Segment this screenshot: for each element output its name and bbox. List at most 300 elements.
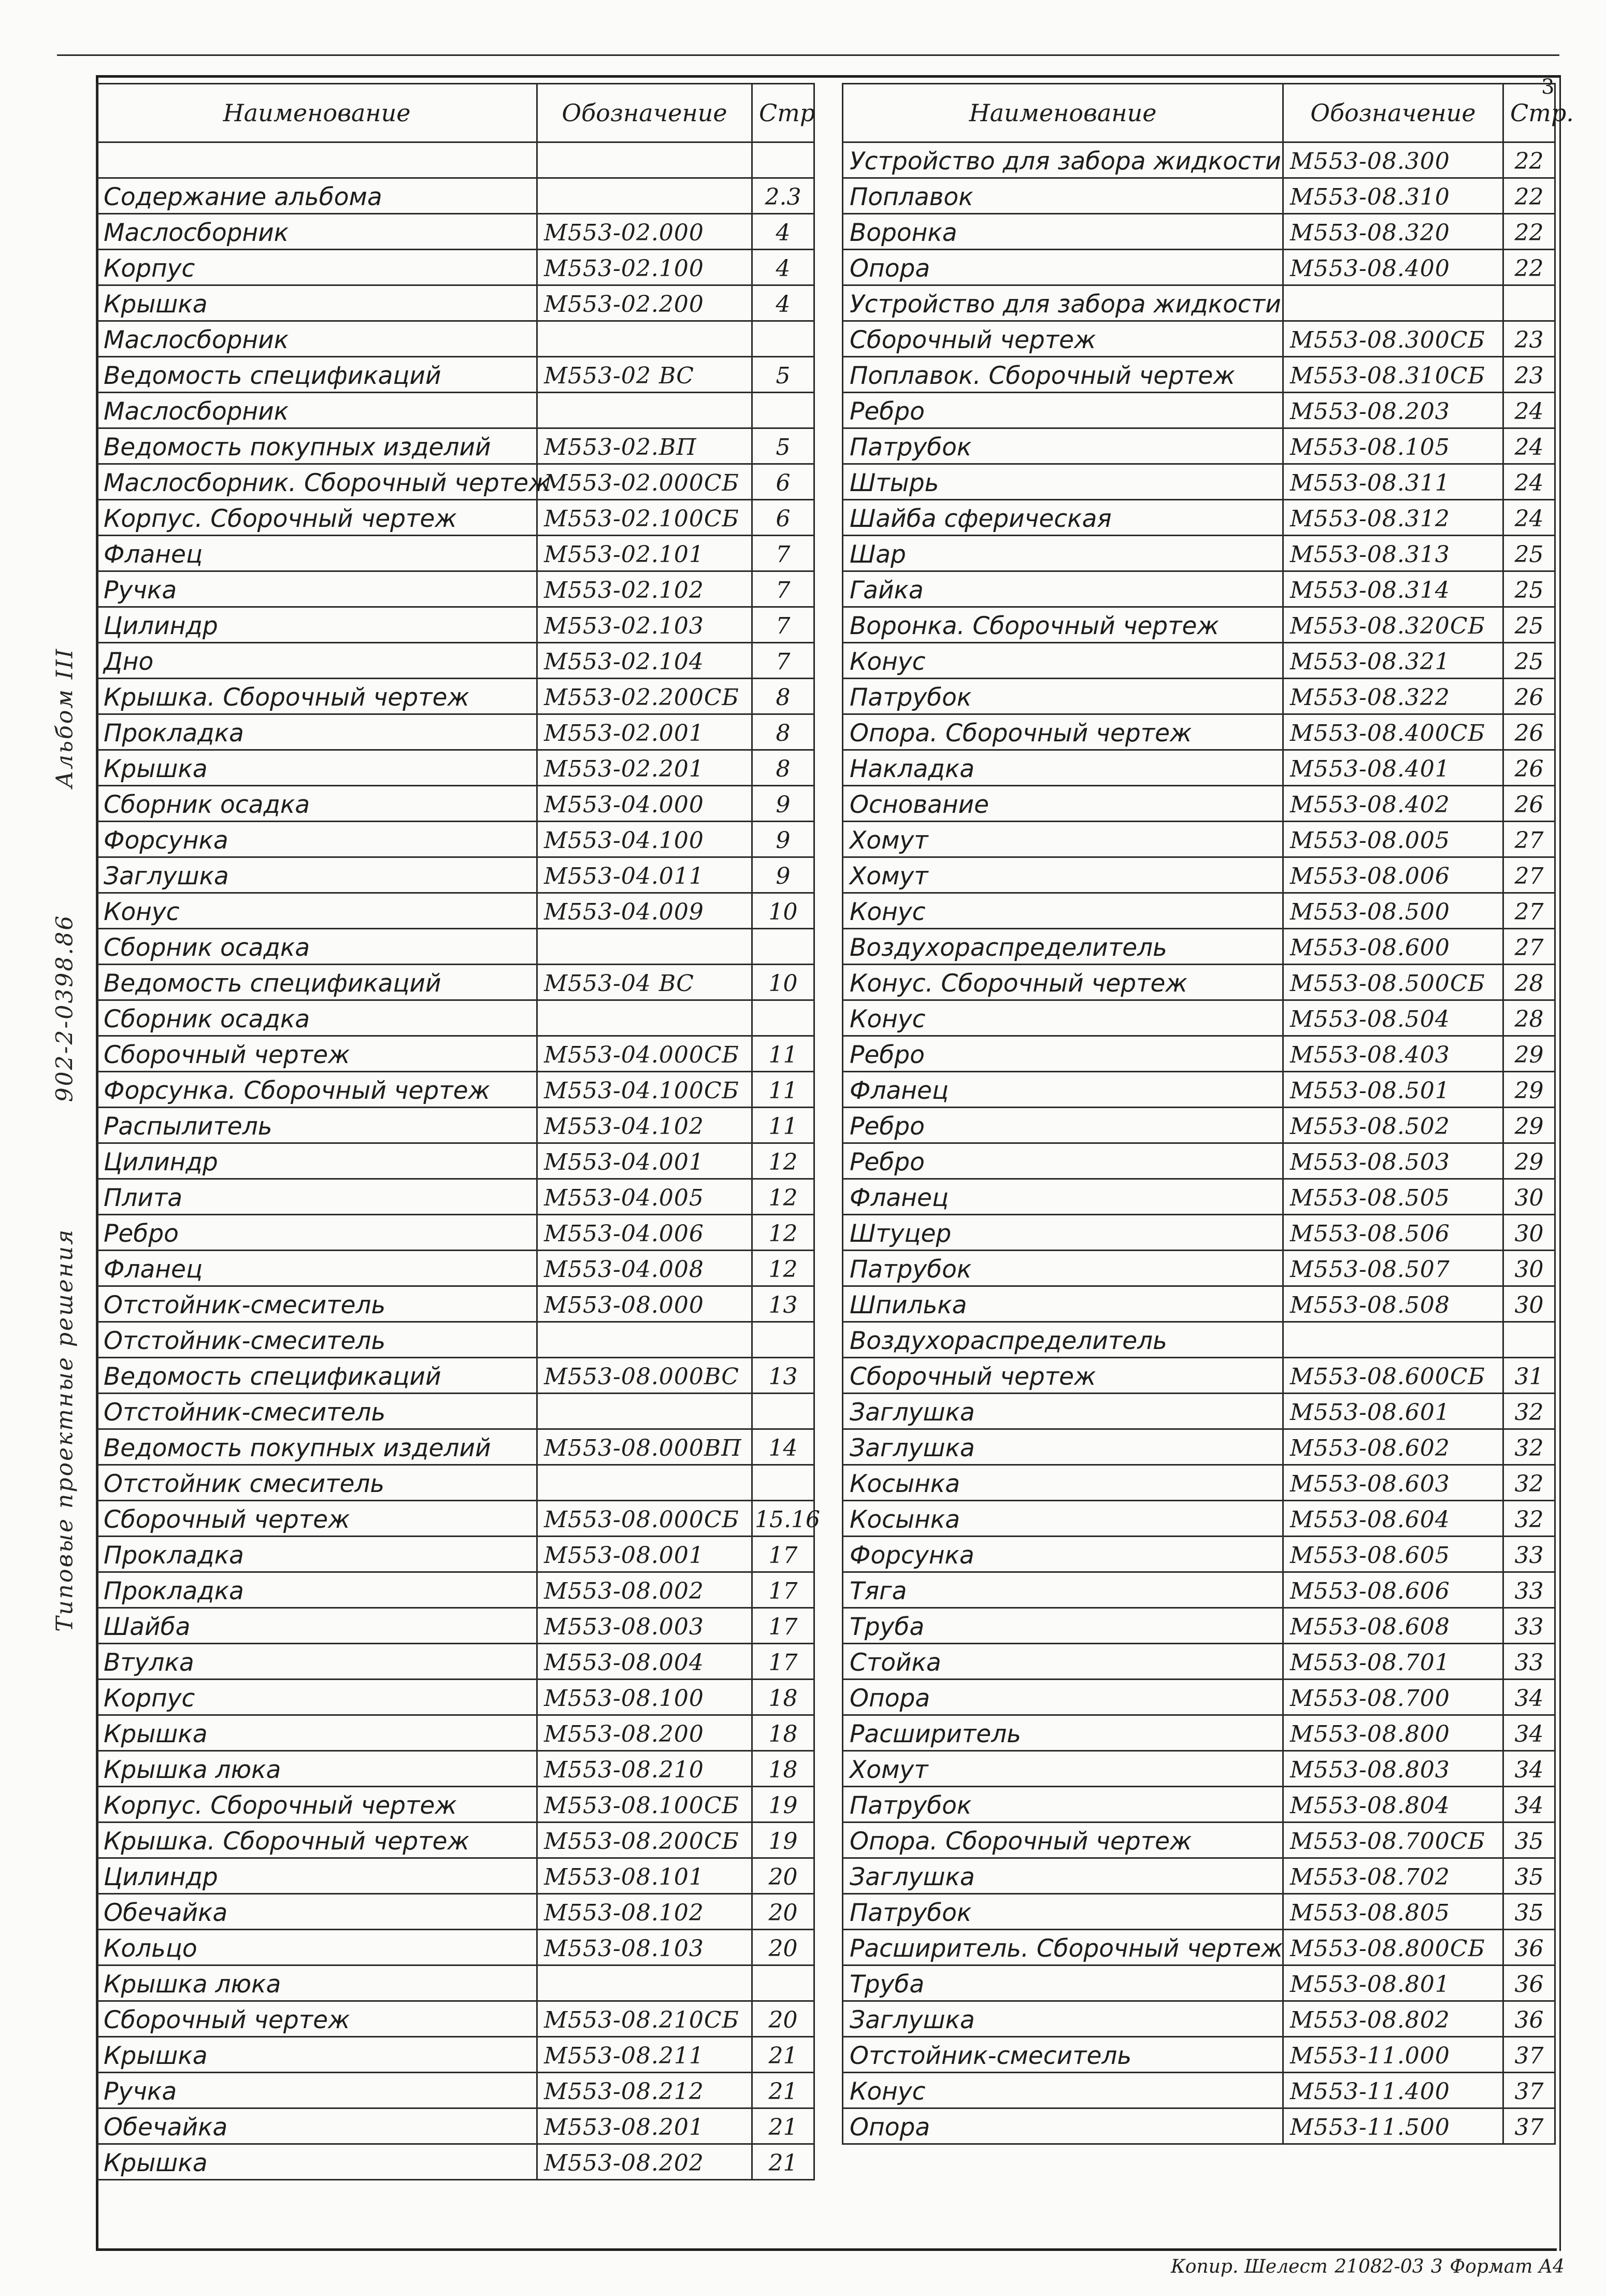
table-row xyxy=(97,1751,814,1787)
table-row xyxy=(97,714,814,750)
item-code: М553-08.310 xyxy=(1283,178,1503,214)
item-page: 26 xyxy=(1503,714,1555,750)
table-row xyxy=(843,1537,1555,1572)
item-code: М553-08.001 xyxy=(537,1537,752,1572)
item-code: М553-04.006 xyxy=(537,1215,752,1251)
item-code: М553-08.507 xyxy=(1283,1251,1503,1286)
table-row xyxy=(97,965,814,1000)
item-page: 12 xyxy=(752,1143,814,1179)
item-name: Гайка xyxy=(843,571,1283,607)
item-name: Втулка xyxy=(97,1644,537,1680)
item-code: М553-08.500СБ xyxy=(1283,965,1503,1000)
item-code: М553-08.508 xyxy=(1283,1286,1503,1322)
item-page: 19 xyxy=(752,1823,814,1858)
table-row xyxy=(843,1429,1555,1465)
item-name: Основание xyxy=(843,786,1283,822)
table-row xyxy=(843,1644,1555,1680)
table-row xyxy=(97,1179,814,1215)
item-name: Ребро xyxy=(97,1215,537,1251)
item-name: Тяга xyxy=(843,1572,1283,1608)
item-name: Содержание альбома xyxy=(97,178,537,214)
item-name: Крышка xyxy=(97,750,537,786)
item-code: М553-08.314 xyxy=(1283,571,1503,607)
item-code: М553-11.400 xyxy=(1283,2073,1503,2108)
side-stamp-code: 902-2-0398.86 xyxy=(51,914,78,1102)
table-row xyxy=(97,1358,814,1394)
item-page: 26 xyxy=(1503,750,1555,786)
item-code xyxy=(537,142,752,178)
item-code: М553-08.000ВС xyxy=(537,1358,752,1394)
item-page: 25 xyxy=(1503,536,1555,571)
item-code: М553-08.604 xyxy=(1283,1501,1503,1537)
item-code: М553-02.000СБ xyxy=(537,464,752,500)
table-row xyxy=(97,357,814,393)
item-page: 18 xyxy=(752,1680,814,1715)
corner-mark: 3 xyxy=(1541,75,1555,99)
table-row xyxy=(97,1644,814,1680)
table-row xyxy=(843,1858,1555,1894)
table-row xyxy=(843,2037,1555,2073)
item-name: Патрубок xyxy=(843,679,1283,714)
footer-sheet: 3 xyxy=(1431,2256,1443,2277)
item-page: 21 xyxy=(752,2073,814,2108)
item-name: Хомут xyxy=(843,857,1283,893)
item-code: М553-08.000 xyxy=(537,1286,752,1322)
item-code: М553-04.102 xyxy=(537,1108,752,1143)
item-page xyxy=(752,929,814,965)
table-row xyxy=(97,250,814,285)
table-row xyxy=(97,2108,814,2144)
item-page: 22 xyxy=(1503,178,1555,214)
item-page: 24 xyxy=(1503,500,1555,536)
item-name: Патрубок xyxy=(843,1251,1283,1286)
item-page: 18 xyxy=(752,1751,814,1787)
item-page: 4 xyxy=(752,285,814,321)
item-name: Заглушка xyxy=(843,1394,1283,1429)
table-row xyxy=(843,893,1555,929)
item-page: 7 xyxy=(752,643,814,679)
table-row xyxy=(843,1179,1555,1215)
item-name: Сборник осадка xyxy=(97,786,537,822)
item-code xyxy=(537,929,752,965)
item-name: Воздухораспределитель xyxy=(843,929,1283,965)
item-code: М553-08.003 xyxy=(537,1608,752,1644)
item-name: Заглушка xyxy=(843,1429,1283,1465)
item-name: Сборник осадка xyxy=(97,929,537,965)
table-row xyxy=(843,357,1555,393)
item-code: М553-04.000 xyxy=(537,786,752,822)
item-name: Штырь xyxy=(843,464,1283,500)
item-page: 13 xyxy=(752,1286,814,1322)
item-page: 17 xyxy=(752,1537,814,1572)
item-page: 9 xyxy=(752,822,814,857)
item-code: М553-02 ВС xyxy=(537,357,752,393)
table-row xyxy=(843,1930,1555,1965)
item-name: Ручка xyxy=(97,2073,537,2108)
item-code: М553-08.801 xyxy=(1283,1965,1503,2001)
item-name: Фланец xyxy=(97,1251,537,1286)
item-page: 15.16 xyxy=(752,1501,814,1537)
item-code: М553-08.402 xyxy=(1283,786,1503,822)
item-code: М553-08.606 xyxy=(1283,1572,1503,1608)
item-name: Сборочный чертеж xyxy=(843,321,1283,357)
item-code: М553-08.503 xyxy=(1283,1143,1503,1179)
item-code: М553-08.202 xyxy=(537,2144,752,2180)
item-name: Накладка xyxy=(843,750,1283,786)
table-row xyxy=(97,321,814,357)
item-name: Отстойник смеситель xyxy=(97,1465,537,1501)
table-row xyxy=(97,393,814,428)
item-page: 24 xyxy=(1503,428,1555,464)
item-page: 29 xyxy=(1503,1036,1555,1072)
table-row xyxy=(97,1965,814,2001)
item-code: М553-04.001 xyxy=(537,1143,752,1179)
item-page: 35 xyxy=(1503,1858,1555,1894)
footer-copied: Копир. Шелест xyxy=(1171,2256,1328,2277)
item-page: 17 xyxy=(752,1644,814,1680)
item-code: М553-08.300СБ xyxy=(1283,321,1503,357)
item-page: 33 xyxy=(1503,1572,1555,1608)
item-code: М553-04.009 xyxy=(537,893,752,929)
item-page: 35 xyxy=(1503,1823,1555,1858)
table-row xyxy=(97,1036,814,1072)
item-name: Конус xyxy=(97,893,537,929)
table-row xyxy=(843,571,1555,607)
table-row xyxy=(97,893,814,929)
table-row xyxy=(97,1394,814,1429)
item-page: 14 xyxy=(752,1429,814,1465)
item-code: М553-08.501 xyxy=(1283,1072,1503,1108)
item-code: М553-08.310СБ xyxy=(1283,357,1503,393)
item-code xyxy=(537,1000,752,1036)
item-page: 22 xyxy=(1503,250,1555,285)
table-row xyxy=(843,214,1555,250)
item-page: 36 xyxy=(1503,2001,1555,2037)
item-name: Расширитель. Сборочный чертеж xyxy=(843,1930,1283,1965)
item-code: М553-08.101 xyxy=(537,1858,752,1894)
item-name: Сборочный чертеж xyxy=(97,2001,537,2037)
item-page: 33 xyxy=(1503,1537,1555,1572)
item-page: 21 xyxy=(752,2037,814,2073)
item-page: 8 xyxy=(752,714,814,750)
item-code: М553-08.103 xyxy=(537,1930,752,1965)
item-code: М553-08.700 xyxy=(1283,1680,1503,1715)
table-row xyxy=(97,178,814,214)
item-code: М553-08.212 xyxy=(537,2073,752,2108)
table-row xyxy=(843,1143,1555,1179)
table-row xyxy=(97,929,814,965)
table-row xyxy=(843,1000,1555,1036)
item-name: Крышка. Сборочный чертеж xyxy=(97,1823,537,1858)
item-name: Отстойник-смеситель xyxy=(97,1322,537,1358)
item-page: 30 xyxy=(1503,1215,1555,1251)
item-page: 32 xyxy=(1503,1429,1555,1465)
item-name: Ребро xyxy=(843,393,1283,428)
item-page: 32 xyxy=(1503,1465,1555,1501)
item-page: 34 xyxy=(1503,1680,1555,1715)
item-code: М553-02.102 xyxy=(537,571,752,607)
item-name: Ведомость спецификаций xyxy=(97,1358,537,1394)
item-page: 20 xyxy=(752,1894,814,1930)
contents-table-left-body xyxy=(97,142,820,2180)
item-name: Хомут xyxy=(843,1751,1283,1787)
item-name: Форсунка. Сборочный чертеж xyxy=(97,1072,537,1108)
item-name: Прокладка xyxy=(97,1572,537,1608)
item-page: 30 xyxy=(1503,1179,1555,1215)
item-page: 7 xyxy=(752,536,814,571)
table-row xyxy=(843,2073,1555,2108)
item-code xyxy=(1283,1322,1503,1358)
item-page xyxy=(752,142,814,178)
table-row xyxy=(843,2001,1555,2037)
item-code: М553-08.320 xyxy=(1283,214,1503,250)
item-name: Крышка люка xyxy=(97,1751,537,1787)
table-row xyxy=(843,428,1555,464)
item-page: 4 xyxy=(752,250,814,285)
item-code: М553-02.000 xyxy=(537,214,752,250)
item-page: 20 xyxy=(752,1930,814,1965)
item-page: 22 xyxy=(1503,214,1555,250)
item-name: Стойка xyxy=(843,1644,1283,1680)
item-page: 31 xyxy=(1503,1358,1555,1394)
item-name: Крышка xyxy=(97,285,537,321)
item-code: М553-08.600 xyxy=(1283,929,1503,965)
table-row xyxy=(843,178,1555,214)
item-page: 26 xyxy=(1503,786,1555,822)
item-page: 27 xyxy=(1503,929,1555,965)
table-row xyxy=(97,822,814,857)
item-page xyxy=(752,1965,814,2001)
item-name: Цилиндр xyxy=(97,607,537,643)
item-name: Опора xyxy=(843,2108,1283,2144)
item-name: Хомут xyxy=(843,822,1283,857)
item-page: 24 xyxy=(1503,464,1555,500)
item-code: М553-02.104 xyxy=(537,643,752,679)
table-row xyxy=(843,1608,1555,1644)
side-stamp xyxy=(52,648,78,1632)
table-row xyxy=(843,1715,1555,1751)
item-page: 2.3 xyxy=(752,178,814,214)
contents-table-right-body xyxy=(843,142,1555,2144)
item-page xyxy=(752,1394,814,1429)
item-name: Распылитель xyxy=(97,1108,537,1143)
item-name: Сборочный чертеж xyxy=(843,1358,1283,1394)
item-name: Маслосборник xyxy=(97,214,537,250)
item-page: 33 xyxy=(1503,1644,1555,1680)
table-row xyxy=(843,1108,1555,1143)
item-page: 24 xyxy=(1503,393,1555,428)
item-page: 29 xyxy=(1503,1108,1555,1143)
item-code: М553-02.001 xyxy=(537,714,752,750)
column-header-code: Обозначение xyxy=(537,84,752,142)
table-row xyxy=(97,1465,814,1501)
item-page: 32 xyxy=(1503,1501,1555,1537)
item-page xyxy=(1503,285,1555,321)
item-name: Отстойник-смеситель xyxy=(97,1394,537,1429)
table-row xyxy=(97,1894,814,1930)
item-name: Крышка xyxy=(97,2037,537,2073)
table-row xyxy=(843,679,1555,714)
item-code xyxy=(537,178,752,214)
item-page: 17 xyxy=(752,1608,814,1644)
table-row xyxy=(843,250,1555,285)
item-code xyxy=(537,1965,752,2001)
table-row xyxy=(97,1787,814,1823)
item-name: Косынка xyxy=(843,1465,1283,1501)
item-code: М553-04.011 xyxy=(537,857,752,893)
contents-table-right xyxy=(842,83,1574,2145)
table-row xyxy=(97,643,814,679)
item-page: 11 xyxy=(752,1072,814,1108)
table-row xyxy=(843,750,1555,786)
footer-format: Формат А4 xyxy=(1450,2256,1565,2277)
item-name: Дно xyxy=(97,643,537,679)
table-row xyxy=(97,786,814,822)
item-name: Корпус. Сборочный чертеж xyxy=(97,500,537,536)
table-row xyxy=(97,142,814,178)
item-name: Прокладка xyxy=(97,714,537,750)
item-page: 21 xyxy=(752,2144,814,2180)
table-row xyxy=(97,1680,814,1715)
column-header-page: Стр. xyxy=(1503,84,1555,142)
item-page: 30 xyxy=(1503,1251,1555,1286)
item-name: Патрубок xyxy=(843,1787,1283,1823)
item-code: М553-08.805 xyxy=(1283,1894,1503,1930)
item-page: 25 xyxy=(1503,571,1555,607)
item-code: М553-08.300 xyxy=(1283,142,1503,178)
table-row xyxy=(97,1715,814,1751)
footer-order: 21082-03 xyxy=(1335,2256,1424,2277)
table-row xyxy=(843,714,1555,750)
item-name: Крышка xyxy=(97,2144,537,2180)
item-code: М553-04.100СБ xyxy=(537,1072,752,1108)
item-page: 29 xyxy=(1503,1143,1555,1179)
item-name: Опора xyxy=(843,1680,1283,1715)
item-name: Шайба сферическая xyxy=(843,500,1283,536)
item-page: 12 xyxy=(752,1179,814,1215)
table-row xyxy=(97,1608,814,1644)
item-page: 9 xyxy=(752,857,814,893)
item-code: М553-04.100 xyxy=(537,822,752,857)
item-name: Ребро xyxy=(843,1143,1283,1179)
item-code xyxy=(537,1465,752,1501)
table-row xyxy=(97,1286,814,1322)
table-row xyxy=(97,607,814,643)
item-page: 7 xyxy=(752,571,814,607)
item-code: М553-02.101 xyxy=(537,536,752,571)
item-code: М553-08.800СБ xyxy=(1283,1930,1503,1965)
item-code: М553-08.000СБ xyxy=(537,1501,752,1537)
item-page: 6 xyxy=(752,464,814,500)
item-code: М553-08.605 xyxy=(1283,1537,1503,1572)
item-name: Патрубок xyxy=(843,1894,1283,1930)
item-name: Крышка люка xyxy=(97,1965,537,2001)
item-code: М553-08.321 xyxy=(1283,643,1503,679)
item-page: 25 xyxy=(1503,643,1555,679)
item-name: Заглушка xyxy=(843,1858,1283,1894)
item-name: Плита xyxy=(97,1179,537,1215)
contents-table-left xyxy=(96,83,820,2180)
item-page: 30 xyxy=(1503,1286,1555,1322)
item-code: М553-08.100СБ xyxy=(537,1787,752,1823)
item-page: 17 xyxy=(752,1572,814,1608)
item-page: 7 xyxy=(752,607,814,643)
item-code: М553-08.203 xyxy=(1283,393,1503,428)
item-code: М553-08.210СБ xyxy=(537,2001,752,2037)
item-code: М553-08.401 xyxy=(1283,750,1503,786)
item-page: 28 xyxy=(1503,965,1555,1000)
table-row xyxy=(843,1894,1555,1930)
item-code: М553-08.603 xyxy=(1283,1465,1503,1501)
item-page: 11 xyxy=(752,1036,814,1072)
title-block-footer xyxy=(1171,2251,1565,2282)
item-code: М553-08.504 xyxy=(1283,1000,1503,1036)
item-page xyxy=(752,1465,814,1501)
item-page xyxy=(752,321,814,357)
item-code: М553-08.502 xyxy=(1283,1108,1503,1143)
table-row xyxy=(843,857,1555,893)
table-row xyxy=(97,500,814,536)
table-row xyxy=(97,1072,814,1108)
item-name: Фланец xyxy=(843,1072,1283,1108)
table-row xyxy=(97,750,814,786)
item-page: 10 xyxy=(752,965,814,1000)
side-stamp-series: Типовые проектные решения xyxy=(51,1228,78,1632)
item-code: М553-08.100 xyxy=(537,1680,752,1715)
table-row xyxy=(843,1751,1555,1787)
item-code: М553-02.ВП xyxy=(537,428,752,464)
table-row xyxy=(843,607,1555,643)
table-row xyxy=(97,857,814,893)
item-name: Расширитель xyxy=(843,1715,1283,1751)
item-name: Обечайка xyxy=(97,2108,537,2144)
item-name: Сборочный чертеж xyxy=(97,1501,537,1537)
item-name: Опора xyxy=(843,250,1283,285)
item-page: 20 xyxy=(752,2001,814,2037)
item-name: Фланец xyxy=(843,1179,1283,1215)
table-row xyxy=(843,2108,1555,2144)
item-page: 37 xyxy=(1503,2037,1555,2073)
item-code xyxy=(537,321,752,357)
item-code: М553-04.000СБ xyxy=(537,1036,752,1072)
table-row xyxy=(97,679,814,714)
table-row xyxy=(97,1108,814,1143)
item-code: М553-02.100 xyxy=(537,250,752,285)
item-page: 23 xyxy=(1503,321,1555,357)
item-page: 27 xyxy=(1503,822,1555,857)
item-name: Форсунка xyxy=(843,1537,1283,1572)
item-name: Прокладка xyxy=(97,1537,537,1572)
item-name: Конус. Сборочный чертеж xyxy=(843,965,1283,1000)
item-page: 34 xyxy=(1503,1715,1555,1751)
table-row xyxy=(843,142,1555,178)
item-page: 32 xyxy=(1503,1394,1555,1429)
item-name: Конус xyxy=(843,1000,1283,1036)
table-row xyxy=(97,1429,814,1465)
item-page: 18 xyxy=(752,1715,814,1751)
table-row xyxy=(843,1215,1555,1251)
item-page xyxy=(752,393,814,428)
table-row xyxy=(97,2037,814,2073)
item-name: Крышка. Сборочный чертеж xyxy=(97,679,537,714)
item-page: 23 xyxy=(1503,357,1555,393)
table-row xyxy=(97,2144,814,2180)
item-page: 12 xyxy=(752,1251,814,1286)
item-code: М553-08.000ВП xyxy=(537,1429,752,1465)
item-name: Цилиндр xyxy=(97,1858,537,1894)
table-row xyxy=(843,1358,1555,1394)
item-page: 4 xyxy=(752,214,814,250)
